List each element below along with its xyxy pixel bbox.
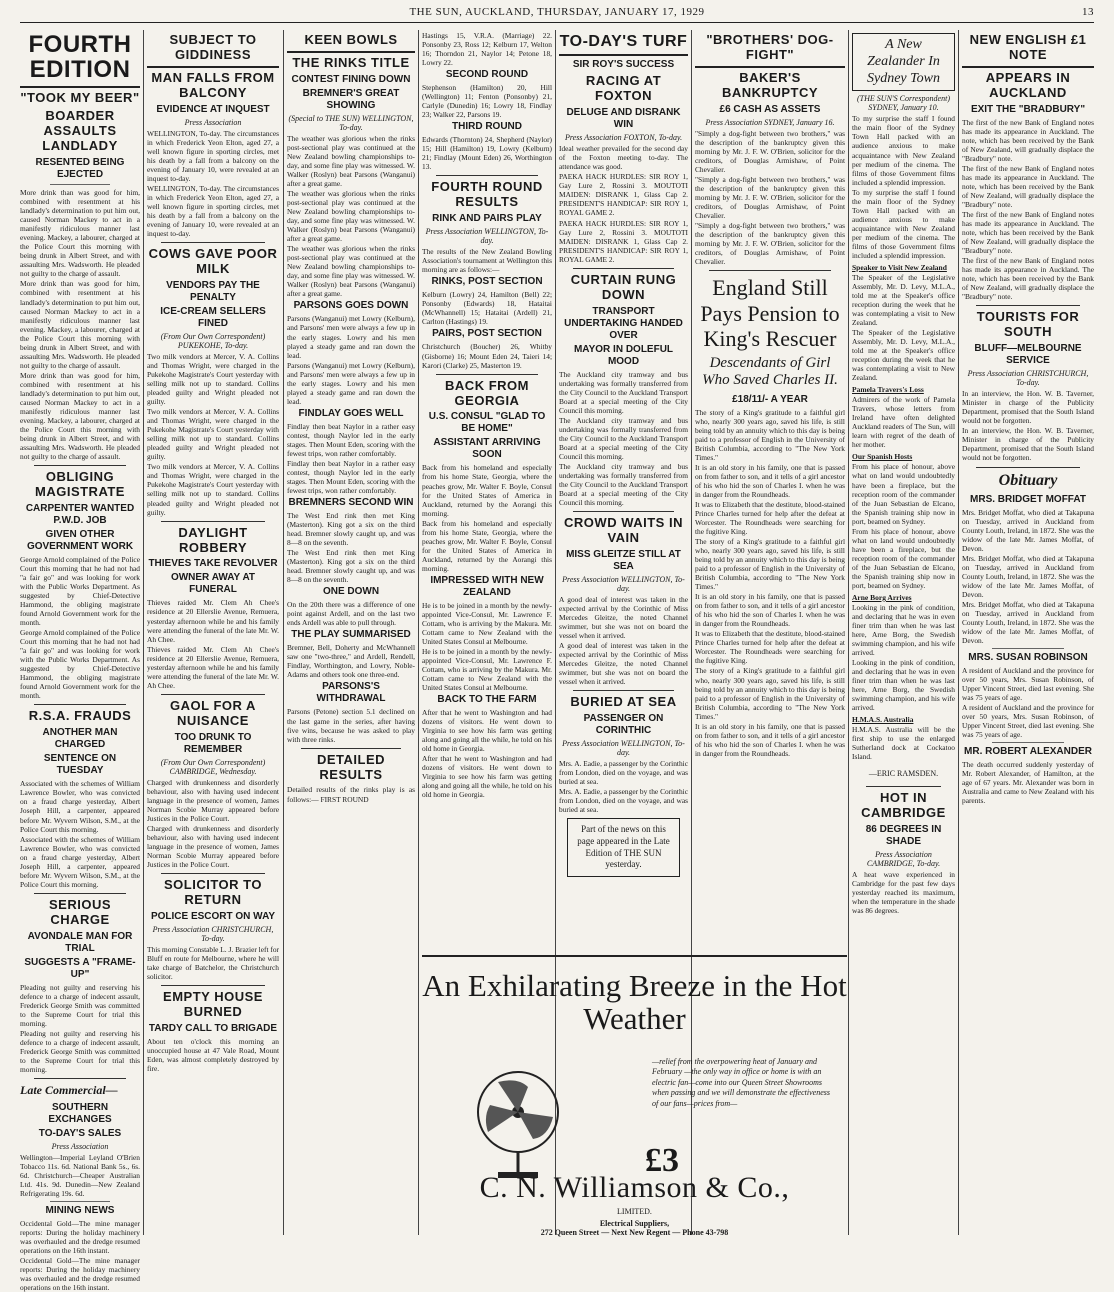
race-results: PAEKA HACK HURDLES: SIR ROY 1, Gay Lure 2, Rossini 3. MOUTOTI MAIDEN: DISRANK 1, Glass Cap 2. PRESIDENT'S HANDICAP: SIR ROY 1, ROYAL GAME 2.: [559, 172, 688, 218]
column-rule: [848, 30, 849, 1235]
divider: [161, 242, 265, 243]
article-body: Occidental Gold—The mine manager reports: During the holiday machinery was overhauled and the dredge resumed operations on the 16th instant.: [20, 1219, 140, 1256]
article-body: Findlay then beat Naylor in a rather easy contest, though Naylor led in the early stages. Then Mount Eden, scoring with the fewest trips, won rather comfortably.: [287, 421, 415, 458]
article-body: The first of the new Bank of England notes has made its appearance in Auckland. The note, which has been received by the Bank of New Zealand, will gradually displace the "Bradbury" note.: [962, 210, 1094, 256]
column-rule: [143, 30, 144, 1235]
article-body: A resident of Auckland and the province for over 50 years, Mrs. Susan Robinson, of Upper Vincent Street, died last evening. She was 75 years of age.: [962, 665, 1094, 703]
ad-headline: An Exhilarating Breeze in the Hot Weather: [422, 968, 847, 1037]
divider: [709, 270, 831, 271]
dateline: (THE SUN'S Correspondent) SYDNEY, January 10.: [857, 94, 950, 113]
article-body: "Simply a dog-fight between two brothers," was the description of the bankruptcy given this morning by Mr. J. F. W. O'Brien, solicitor for the creditors, of Douglas Armishaw, of Point Chevalier.: [695, 221, 845, 267]
subheadline: U.S. CONSUL "GLAD TO BE HOME": [428, 411, 546, 435]
article-body: Ideal weather prevailed for the second day of the Foxton meeting to-day. The attendance was good.: [559, 144, 688, 172]
article-body: "Simply a dog-fight between two brothers," was the description of the bankruptcy given this morning by Mr. J. F. W. O'Brien, solicitor for the creditors, of Douglas Armishaw, of Point Chevalier.: [695, 128, 845, 174]
article-body: Parsons (Petone) section 5.1 declined on the last game in the series, after having five wins, because he was asked to play with three rinks.: [287, 707, 415, 744]
article-body: He is to be joined in a month by the newly-appointed Vice-Consul, Mr. Lawrence F. Cottam, who is arriving by the Makura. Mr. Cottam came to New Zealand with the United States Consul at Melbourne.: [422, 646, 552, 693]
dateline: Press Association FOXTON, To-day.: [564, 133, 683, 143]
article-body: The results of the New Zealand Bowling Association's tournament at Wellington this morning are as follows:—: [422, 247, 552, 275]
article-body: It is an old story in his family, one that is passed on from father to son, and it tells of a girl ancestor of his who hid the son of Charles I. when he was in danger from the Roundheads.: [695, 462, 845, 499]
column-6: [695, 30, 845, 950]
subheadline: SIR ROY'S SUCCESS: [572, 59, 675, 71]
divider: [34, 704, 126, 705]
headline: BAKER'S BANKRUPTCY: [722, 69, 818, 100]
headline: THE RINKS TITLE: [292, 54, 410, 70]
headline: GAOL FOR A NUISANCE: [170, 697, 256, 728]
ad-address-line-2: 272 Queen Street — Next New Regent — Phone 43-798: [540, 1228, 729, 1237]
article-body: Two milk vendors at Mercer, V. A. Collins and Thomas Wright, were charged in the Pukekohe Magistrate's Court yesterday with selling milk not up to standard. Collins pleaded guilty and Wright pleaded not guilty.: [147, 352, 279, 407]
dateline: Press Association WELLINGTON, To-day.: [562, 574, 685, 593]
byline: —ERIC RAMSDEN.: [868, 769, 939, 779]
article-body: The Speaker of the Legislative Assembly, Mr. D. Levy, M.L.A., told me at the Speaker's office reception during the week that he was contemplating a visit to New Zealand.: [852, 272, 955, 328]
subheadline: MR. ROBERT ALEXANDER: [964, 746, 1092, 758]
edition-banner: FOURTH EDITION: [28, 31, 132, 84]
article-body: Admirers of the work of Pamela Travers, whose letters from Ireland have often delighted Auckland readers of The Sun, will learn with regret of the death of her mother.: [852, 395, 955, 450]
headline: HOT IN CAMBRIDGE: [861, 790, 946, 821]
divider: [992, 648, 1064, 649]
article-body: More drink than was good for him, combined with resentment at his landlady's determination to put him out, caused Norman Mackey to act in a manifestly ridiculous manner last evening. Mackey, a labourer, charged at the Police Court this morning with being drunk in Albert Street, and with assaulting Mrs. Wadsworth. He pleaded not guilty to the charge of assault.: [20, 188, 140, 279]
subheadline: AVONDALE MAN FOR TRIAL: [27, 930, 133, 954]
subheadline: £18/11/- A YEAR: [732, 393, 808, 405]
feature-subheadline: Descendants of Girl Who Saved Charles II.: [702, 355, 838, 389]
subheadline: TRANSPORT UNDERTAKING HANDED OVER: [564, 305, 683, 341]
subheadline: TARDY CALL TO BRIGADE: [148, 1022, 278, 1034]
headline: SOLICITOR TO RETURN: [164, 876, 262, 907]
divider: [559, 54, 688, 56]
subheadline: RESENTED BEING EJECTED: [35, 157, 125, 181]
column-7: [852, 30, 955, 1235]
article-body: The death occurred suddenly yesterday of Mr. Robert Alexander, of Hamilton, at the age of 67 years. Mr. Alexander was born in Australia and came to New Zealand with his parents.: [962, 760, 1094, 806]
ad-price: £3: [645, 1142, 679, 1179]
article-body: The story of a King's gratitude to a faithful girl who, nearly 300 years ago, saved his life, is still being told by an annuity which to this day is being paid to a professor of English in the University of British Columbia, according to "The New York Times.": [695, 407, 845, 462]
article-body: Looking in the pink of condition, and declaring that he was in even finer trim than when he was last here, Arne Borg, the Swedish swimming champion, and his wife arrived.: [852, 658, 955, 713]
divider: [34, 465, 126, 466]
headline-kicker: SUBJECT TO GIDDINESS: [169, 32, 257, 62]
article-body: Wellington—Imperial Leyland O'Brien Tobacco 11s. 6d. National Bank 5s., 6s. 6d. Christchurch—Cheaper Australian Ltd. 41s. 9d. Dunedin—New Zealand Refrigerating 19s. 6d.: [20, 1152, 140, 1199]
divider: [573, 511, 674, 512]
headline: BOARDER ASSAULTS LANDLADY: [42, 108, 118, 154]
dateline: Press Association WELLINGTON, To-day.: [562, 739, 685, 758]
article-body: WELLINGTON, To-day. The circumstances in which Frederick Yeon Elton, aged 27, a well known figure in sporting circles, met his death by a fall from a balcony on the evening of January 10, were revealed at an inquest to-day.: [147, 128, 279, 183]
article-body: More drink than was good for him, combined with resentment at his landlady's determination to put him out, caused Norman Mackey to act in a manifestly ridiculous manner last evening. Mackey, a labourer, charged at the Police Court this morning with being drunk in Albert Street, and with assaulting Mrs. Wadsworth. He pleaded not guilty to the charge of assault.: [20, 370, 140, 462]
subheadline: PARSONS'S WITHDRAWAL: [316, 681, 386, 705]
divider: [976, 467, 1080, 468]
divider: [436, 374, 538, 375]
subheadline: EVIDENCE AT INQUEST: [156, 103, 270, 115]
article-body: Two milk vendors at Mercer, V. A. Collins and Thomas Wright, were charged in the Pukekohe Magistrate's Court yesterday with selling milk not up to standard. Collins pleaded guilty and Wright pleaded not guilty.: [147, 407, 279, 462]
divider: [992, 742, 1064, 743]
article-body: A resident of Auckland and the province for over 50 years, Mrs. Susan Robinson, of Upper Vincent Street, died last evening. She was 75 years of age.: [962, 703, 1094, 740]
subheadline: SUGGESTS A "FRAME-UP": [24, 956, 136, 980]
dateline: Press Association CHRISTCHURCH, To-day.: [152, 924, 274, 943]
divider: [866, 786, 941, 787]
article-body: The weather was glorious when the rinks post-sectional play was continued at the New Zealand bowling championships to-day, and some fine play was witnessed. W. Walker (Roslyn) beat Parsons (Wanganui) after a great game.: [287, 244, 415, 299]
headline-kicker: "TOOK MY BEER": [20, 90, 140, 106]
subheadline: BREMNER'S GREAT SHOWING: [302, 87, 400, 111]
subheadline: THE PLAY SUMMARISED: [291, 629, 411, 641]
subheadline: POLICE ESCORT ON WAY: [150, 910, 276, 922]
headline: FOURTH ROUND RESULTS: [431, 179, 543, 210]
dateline: (From Our Own Correspondent) CAMBRIDGE, Wednesday.: [160, 757, 266, 776]
subheadline: BACK TO THE FARM: [437, 694, 537, 706]
article-body: A good deal of interest was taken in the expected arrival by the Corinthic of Miss Mercedes Gleitze, the noted Channel swimmer, but she was not on board the vessel when it arrived.: [559, 641, 688, 687]
article-body: Findlay then beat Naylor in a rather easy contest, though Naylor led in the early stages. Then Mount Eden, scoring with the fewest trips, won rather comfortably.: [287, 458, 415, 495]
subheadline: EXIT THE "BRADBURY": [970, 103, 1086, 115]
divider: [161, 521, 265, 522]
headline: R.S.A. FRAUDS: [28, 708, 132, 724]
dateline: Press Association: [51, 1141, 109, 1151]
subheadline: BREMNERS SECOND WIN: [288, 497, 414, 508]
article-body: The Auckland city tramway and bus undertaking was formally transferred from the City Council to the Auckland Transport Board at a special meeting of the City Council this morning.: [559, 369, 688, 415]
article-body: From his place of honour, above what on land would undoubtedly have been a fireplace, but the reception room of the commander of the Juan Sebastian de Elcano, the Spanish training ship now in port, beamed on Sydney.: [852, 526, 955, 590]
article-body: The weather was glorious when the rinks post-sectional play was continued at the New Zealand bowling championships to-day, and some fine play was witnessed. W. Walker (Roslyn) beat Parsons (Wanganui) after a great game.: [287, 133, 415, 189]
section-label: Speaker to Visit New Zealand: [852, 262, 947, 272]
article-body: Bremner, Bell, Doherty and McWhannell saw one "two-three," and Ardell, Rendell, Findlay, Worthington, and Lowry, Noble-Adams and others took one three-end.: [287, 643, 415, 680]
column-rule: [283, 30, 284, 1235]
subheadline: OWNER AWAY AT FUNERAL: [170, 572, 256, 596]
subheadline: BLUFF—MELBOURNE SERVICE: [974, 343, 1082, 367]
article-body: In an interview, the Hon. W. B. Taverner, Minister in charge of the Publicity Department, promised that the South Island would not be forgotten.: [962, 389, 1094, 426]
section-heading: Late Commercial—: [20, 1082, 118, 1097]
subheadline: 86 DEGREES IN SHADE: [865, 824, 942, 848]
article-body: The story of a King's gratitude to a faithful girl who, nearly 300 years ago, saved his life, is still being told by an annuity which to this day is being paid to a professor of English in the University of British Columbia, according to "The New York Times.": [695, 666, 845, 721]
divider: [147, 66, 279, 68]
electric-fan-icon: [428, 1057, 638, 1187]
article-body: The Auckland city tramway and bus undertaking was formally transferred from the City Council to the Auckland Transport Board at a special meeting of the City Council this morning.: [559, 415, 688, 461]
divider: [287, 51, 415, 53]
section-label: Arne Borg Arrives: [852, 592, 912, 602]
headline: SERIOUS CHARGE: [48, 896, 111, 927]
article-body: It was to Elizabeth that the destitute, blood-stained Prince Charles turned for help after the defeat at Worcester. The Roundheads were searching for the fugitive King.: [695, 629, 845, 666]
divider: [573, 268, 674, 269]
subheadline: MRS. BRIDGET MOFFAT: [970, 493, 1086, 505]
ad-address-line-1: Electrical Suppliers,: [599, 1219, 670, 1228]
column-rule: [958, 30, 959, 1235]
subheadline: MISS GLEITZE STILL AT SEA: [566, 548, 681, 572]
article-body: Edwards (Thornton) 24, Shepherd (Naylor) 15; Hill (Hamilton) 19, Lowry (Kelburn) 21; Findlay (Mount Eden) 26, Worthington 13.: [422, 135, 552, 172]
feature-headline: England Still Pays Pension to King's Rescuer: [700, 275, 840, 351]
subheadline: ONE DOWN: [322, 586, 380, 598]
subheadline: DELUGE AND DISRANK WIN: [566, 107, 681, 131]
article-body: Mrs. A. Eadie, a passenger by the Corinthic from London, died on the voyage, and was buried at sea.: [559, 787, 688, 815]
column-2: [147, 30, 279, 1235]
subheadline: TO-DAY'S SALES: [38, 1127, 122, 1139]
article-body: The weather was glorious when the rinks post-sectional play was continued at the New Zealand bowling championships to-day, and some fine play was witnessed. W. Walker (Roslyn) beat Parsons (Wanganui) after a great game.: [287, 189, 415, 244]
divider: [695, 66, 845, 68]
subheadline: £6 CASH AS ASSETS: [719, 103, 821, 115]
divider: [962, 66, 1094, 68]
section-label: Our Spanish Hosts: [852, 452, 913, 462]
divider: [161, 873, 265, 874]
headline: BURIED AT SEA: [570, 694, 677, 710]
article-body: Mrs. A. Eadie, a passenger by the Corinthic from London, died on the voyage, and was buried at sea.: [559, 759, 688, 787]
article-body: Christchurch (Boucher) 26, Whitby (Gisborne) 16; Mount Eden 24, Taieri 14; Karori (Clarke) 25, Masterton 19.: [422, 342, 552, 370]
divider: [50, 184, 110, 185]
subheadline: PASSENGER ON CORINTHIC: [583, 713, 664, 737]
divider: [161, 985, 265, 986]
subheadline: MINING NEWS: [45, 1205, 115, 1217]
article-body: "Simply a dog-fight between two brothers," was the description of the bankruptcy given this morning by Mr. J. F. W. O'Brien, solicitor for the creditors, of Douglas Armishaw, of Point Chevalier.: [695, 174, 845, 221]
divider: [573, 690, 674, 691]
subheadline: MRS. SUSAN ROBINSON: [968, 651, 1088, 663]
article-body: From his place of honour, above what on land would undoubtedly have been a fireplace, but the reception room of the commander of the Juan Sebastian de Elcano, the Spanish training ship now in port, beamed on Sydney.: [852, 462, 955, 526]
section-label: H.M.A.S. Australia: [852, 715, 914, 725]
article-body: The first of the new Bank of England notes has made its appearance in Auckland. The note, which has been received by the Bank of New Zealand, will gradually displace the "Bradbury" note.: [962, 117, 1094, 163]
column-rule: [418, 30, 419, 1235]
divider: [34, 1078, 126, 1079]
fan-advertisement: [422, 955, 847, 1242]
subheadline: PAIRS, POST SECTION: [432, 328, 542, 340]
subheadline: SECOND ROUND: [445, 69, 529, 81]
article-body: Associated with the schemes of William Lawrence Bowler, who was convicted on a fraud charge yesterday, Albert Joseph Hill, a carpenter, appeared before Mr. Wyvern Wilson, S.M., at the Police Court this morning.: [20, 779, 140, 834]
article-body: WELLINGTON, To-day. The circumstances in which Frederick Yeon Elton, aged 27, a well known figure in sporting circles, met his death by a fall from a balcony on the evening of January 10, were revealed at an inquest to-day.: [147, 183, 279, 239]
dateline: Press Association SYDNEY, January 16.: [705, 117, 835, 127]
article-body: Detailed results of the rinks play is as follows:— FIRST ROUND: [287, 785, 415, 804]
column-3: [287, 30, 415, 1235]
article-body: George Arnold complained of the Police Court this morning that he had not had "a fair go" and was looking for work with the Public Works Department. As suggested by Chief-Detective Hammond, the obliging magistrate found Arnold Government work for the month.: [20, 554, 140, 628]
article-body: It is an old story in his family, one that is passed on from father to son, and it tells of a girl ancestor of his who hid the son of Charles I. when he was in danger from the Roundheads.: [695, 721, 845, 758]
article-body: To my surprise the staff I found the main floor of the Sydney Town Hall packed with an audience anxious to make acquaintance with New Zealand per medium of the cinema. The films of those Government films included a splendid impression.: [852, 114, 955, 187]
dateline: (From Our Own Correspondent) PUKEKOHE, To-day.: [160, 332, 266, 350]
feature-headline: A New Zealander In Sydney Town: [852, 33, 955, 91]
fan-illustration: [428, 1057, 638, 1187]
article-body: After that he went to Washington and had dozens of visitors. He went down to Virginia to see how his farm was getting along and going all the while, he told on his old home in Georgia.: [422, 754, 552, 800]
subheadline: VENDORS PAY THE PENALTY: [166, 280, 260, 303]
subheadline: THIRD ROUND: [452, 121, 522, 133]
article-body: Pleading not guilty and reserving his defence to a charge of indecent assault, Frederick George Smith was committed to the Supreme Court for trial this morning.: [20, 1028, 140, 1074]
article-body: Parsons (Wanganui) met Lowry (Kelburn), and Parsons' men were always a few up in the early stages. Lowry and his men played a steady game and ran down the lead.: [287, 314, 415, 360]
column-8: [962, 30, 1094, 1235]
article-body: Mrs. Bridget Moffat, who died at Takapuna on Tuesday, arrived in Auckland from County Louth, Ireland, in 1872. She was the widow of the late Mr. James Moffat, of Devon.: [962, 553, 1094, 599]
dateline: Press Association: [184, 117, 242, 127]
article-body: A good deal of interest was taken in the expected arrival by the Corinthic of Miss Mercedes Gleitze, the noted Channel swimmer, but she was not on board the vessel when it arrived.: [559, 594, 688, 641]
divider: [161, 694, 265, 695]
article-body: Parsons (Wanganui) met Lowry (Kelburn), and Parsons' men were always a few up in the early stages. Lowry and his men played a steady game and ran down the lead.: [287, 360, 415, 406]
masthead-rule: [20, 22, 1094, 23]
article-body: To my surprise the staff I found the main floor of the Sydney Town Hall packed with an audience anxious to make acquaintance with New Zealand per medium of the cinema. The films of those Government films included a splendid impression.: [852, 187, 955, 260]
subheadline: ASSISTANT ARRIVING SOON: [433, 437, 541, 461]
article-body: Back from his homeland and especially from his home State, Georgia, where the peaches grow, Mr. Walter F. Boyle, Consul for the United States of America in Auckland, returned by the Aorangi this morning.: [422, 518, 552, 573]
headline: CURTAIN RUNG DOWN: [570, 271, 677, 302]
subheadline: MAYOR IN DOLEFUL MOOD: [573, 343, 674, 367]
headline: DETAILED RESULTS: [316, 751, 386, 782]
article-body: The West End rink then met King (Masterton). King got a six on the third head. Bremner slowly caught up, and was 8—8 on the seventh.: [287, 548, 415, 585]
headline: BACK FROM GEORGIA: [445, 377, 529, 408]
article-body: The Auckland city tramway and bus undertaking was formally transferred from the City Council to the Auckland Transport Board at a special meeting of the City Council this morning.: [559, 461, 688, 507]
column-1: [20, 30, 140, 1292]
subheadline: TOO DRUNK TO REMEMBER: [174, 731, 252, 755]
subheadline: ICE-CREAM SELLERS FINED: [160, 306, 266, 329]
dateline: Press Association WELLINGTON, To-day.: [425, 227, 549, 246]
headline: APPEARS IN AUCKLAND: [985, 69, 1071, 100]
article-body: In an interview, the Hon. W. B. Taverner, Minister in charge of the Publicity Department, promised that the South Island would not be forgotten.: [962, 426, 1094, 463]
dateline: Press Association CHRISTCHURCH, To-day.: [967, 369, 1089, 388]
divider: [20, 86, 140, 88]
headline: EMPTY HOUSE BURNED: [163, 988, 263, 1019]
article-body: Back from his homeland and especially from his home State, Georgia, where the peaches grow, Mr. Walter F. Boyle, Consul for the United States of America in Auckland, returned by the Aorangi this morning.: [422, 463, 552, 518]
article-body: On the 20th there was a difference of one point against Ardell, and on the last two ends Ardell was able to pull through.: [287, 600, 415, 628]
subheadline: ANOTHER MAN CHARGED: [42, 727, 118, 751]
article-body: Thieves raided Mr. Clem Ah Chee's residence at 20 Ellerslie Avenue, Remuera, yesterday afternoon while he and his family were attending the funeral of the late Mr. W. Ah Chee.: [147, 598, 279, 644]
subheadline: SOUTHERN EXCHANGES: [48, 1101, 112, 1125]
article-body: This morning Constable L. J. Brazier left for Bluff en route for Melbourne, where he will take charge of Batchelor, the Christchurch solicitor.: [147, 944, 279, 981]
subheadline: CARPENTER WANTED P.W.D. JOB: [25, 502, 135, 526]
divider: [436, 175, 538, 176]
article-body: About ten o'clock this morning an unoccupied house at 47 Vale Road, Mount Eden, was almost completely destroyed by fire.: [147, 1036, 279, 1073]
race-results: PAEKA HACK HURDLES: SIR ROY 1, Gay Lure 2, Rossini 3. MOUTOTI MAIDEN: DISRANK 1, Glass Cap 2. PRESIDENT'S HANDICAP: SIR ROY 1, ROYAL GAME 2.: [559, 218, 688, 264]
divider: [301, 748, 401, 749]
subheadline: CONTEST FINING DOWN: [291, 73, 411, 85]
headline: TOURISTS FOR SOUTH: [976, 309, 1080, 340]
headline-kicker: NEW ENGLISH £1 NOTE: [969, 32, 1087, 62]
column-4: [422, 30, 552, 950]
headline: DAYLIGHT ROBBERY: [178, 524, 248, 555]
ad-firm-name: C. N. Williamson & Co.,: [479, 1171, 790, 1204]
dateline: (Special to THE SUN) WELLINGTON, To-day.: [288, 113, 414, 132]
article-body: It is an old story in his family, one that is passed on from father to son, and it tells of a girl ancestor of his who hid the son of Charles I. when he was in danger from the Roundheads.: [695, 592, 845, 629]
late-edition-note: Part of the news on this page appeared in the Late Edition of THE SUN yesterday.: [567, 818, 680, 877]
ad-address: [422, 1219, 847, 1237]
article-body: Associated with the schemes of William Lawrence Bowler, who was convicted on a fraud charge yesterday, Albert Joseph Hill, a carpenter, appeared before Mr. Wyvern Wilson, S.M., at the Police Court this morning.: [20, 834, 140, 889]
masthead: [20, 6, 1094, 20]
subheadline: SENTENCE ON TUESDAY: [43, 753, 117, 777]
divider: [50, 1201, 110, 1202]
article-body: H.M.A.S. Australia will be the first ship to use the enlarged Sutherland dock at Cockatoo Island.: [852, 725, 955, 762]
article-body: Pleading not guilty and reserving his defence to a charge of indecent assault, Frederick George Smith was committed to the Supreme Court for trial this morning.: [20, 982, 140, 1028]
article-body: Thieves raided Mr. Clem Ah Chee's residence at 20 Ellerslie Avenue, Remuera, yesterday afternoon while he and his family were attending the funeral of the late Mr. W. Ah Chee.: [147, 644, 279, 690]
divider: [976, 305, 1080, 306]
article-body: A heat wave experienced in Cambridge for the past few days yesterday reached its maximum, when the temperature in the shade was 86 degrees.: [852, 870, 955, 916]
article-body: It was to Elizabeth that the destitute, blood-stained Prince Charles turned for help after the defeat at Worcester. The Roundheads were searching for the fugitive King.: [695, 499, 845, 537]
headline: RACING AT FOXTON: [585, 73, 662, 104]
article-body: The first of the new Bank of England notes has made its appearance in Auckland. The note, which has been received by the Bank of New Zealand, will gradually displace the "Bradbury" note.: [962, 256, 1094, 302]
headline: MAN FALLS FROM BALCONY: [151, 69, 275, 100]
subheadline: THIEVES TAKE REVOLVER: [148, 558, 278, 570]
obituary-heading: Obituary: [998, 471, 1058, 489]
article-body: The story of a King's gratitude to a faithful girl who, nearly 300 years ago, saved his life, is still being told by an annuity which to this day is being paid to a professor of English in the University of British Columbia, according to "The New York Times.": [695, 537, 845, 592]
article-body: Hastings 15, V.R.A. (Marriage) 22. Ponsonby 23, Ross 12; Kelburn 17, Welton 16; Thorndon 21, Naylor 14; Petone 18, Lowry 22.: [422, 31, 552, 68]
article-body: The Speaker of the Legislative Assembly, Mr. D. Levy, M.L.A., told me at the Speaker's office reception during the week that he was contemplating a visit to New Zealand.: [852, 328, 955, 383]
article-body: Two milk vendors at Mercer, V. A. Collins and Thomas Wright, were charged in the Pukekohe Magistrate's Court yesterday with selling milk not up to standard. Collins pleaded guilty and Wright pleaded not guilty.: [147, 462, 279, 517]
article-body: George Arnold complained of the Police Court this morning that he had not had "a fair go" and was looking for work with the Public Works Department. As suggested by Chief-Detective Hammond, the obliging magistrate found Arnold Government work for the month.: [20, 628, 140, 701]
article-body: Occidental Gold—The mine manager reports: During the holiday machinery was overhauled and the dredge resumed operations on the 16th instant.: [20, 1256, 140, 1292]
article-body: More drink than was good for him, combined with resentment at his landlady's determination to put him out, caused Norman Mackey to act in a manifestly ridiculous manner last evening. Mackey, a labourer, charged at the Police Court this morning with being drunk in Albert Street, and with assaulting Mrs. Wadsworth. He pleaded not guilty to the charge of assault.: [20, 279, 140, 370]
headline: CROWD WAITS IN VAIN: [564, 515, 683, 545]
subheadline: IMPRESSED WITH NEW ZEALAND: [430, 574, 544, 598]
subheadline: RINK AND PAIRS PLAY: [432, 213, 542, 225]
headline: OBLIGING MAGISTRATE: [35, 469, 125, 499]
ad-firm-limited: LIMITED.: [617, 1207, 652, 1216]
section-label: Pamela Travers's Loss: [852, 385, 924, 395]
headline: COWS GAVE POOR MILK: [148, 246, 278, 277]
article-body: After that he went to Washington and had dozens of visitors. He went down to Virginia to see how his farm was getting along and going all the while, he told on his old home in Georgia.: [422, 708, 552, 754]
subheadline: RINKS, POST SECTION: [431, 276, 543, 288]
headline: TO-DAY'S TURF: [559, 33, 688, 50]
subheadline: GIVEN OTHER GOVERNMENT WORK: [26, 528, 134, 552]
column-5: [559, 30, 688, 950]
dateline: Press Association CAMBRIDGE, To-day.: [866, 850, 941, 869]
headline-kicker: KEEN BOWLS: [304, 32, 398, 47]
article-body: Stephenson (Hamilton) 20, Hill (Wellington) 11; Fenton (Ponsonby) 21, Carlyle (Dunedin) 16; Lowry 18, Findlay 23; Walker 22, Parsons 19.: [422, 83, 552, 120]
subheadline: PARSONS GOES DOWN: [293, 300, 409, 312]
page-number: 13: [1082, 6, 1094, 18]
article-body: Charged with drunkenness and disorderly behaviour, also with having used indecent language in the presence of women, James Norman Scobie Murray appeared before Justices in the Police Court.: [147, 777, 279, 823]
article-body: Charged with drunkenness and disorderly behaviour, also with having used indecent language in the presence of women, James Norman Scobie Murray appeared before Justices in the Police Court.: [147, 823, 279, 869]
article-body: Mrs. Bridget Moffat, who died at Takapuna on Tuesday, arrived in Auckland from County Louth, Ireland, in 1872. She was the widow of the late Mr. James Moffat, of Devon.: [962, 507, 1094, 553]
article-body: Mrs. Bridget Moffat, who died at Takapuna on Tuesday, arrived in Auckland from County Louth, Ireland, in 1872. She was the widow of the late Mr. James Moffat, of Devon.: [962, 599, 1094, 645]
headline-kicker: "BROTHERS' DOG-FIGHT": [706, 32, 834, 62]
ad-copy: —relief from the overpowering heat of January and February —the only way in office or home is with an electric fan—come into our Queen Street Showrooms when passing and we will demonstrate the effectiveness of our fans—prices from—: [652, 1057, 830, 1108]
article-body: He is to be joined in a month by the newly-appointed Vice-Consul, Mr. Lawrence F. Cottam, who is arriving by the Makura. Mr. Cottam came to New Zealand with the United States Consul at Melbourne.: [422, 600, 552, 646]
article-body: The West End rink then met King (Masterton). King got a six on the third head. Bremner slowly caught up, and was 8—8 on the seventh.: [287, 511, 415, 548]
subheadline: FINDLAY GOES WELL: [298, 407, 404, 419]
article-body: Kelburn (Lowry) 24, Hamilton (Bell) 22; Ponsonby (Edwards) 18, Hataitai (McWhannell) 15; Hataitai (Ardell) 21, Carlton (Hastings) 19.: [422, 290, 552, 327]
divider: [34, 893, 126, 894]
article-body: Looking in the pink of condition, and declaring that he was in even finer trim than when he was last here, Arne Borg, the Swedish swimming champion, and his wife arrived.: [852, 602, 955, 658]
article-body: The first of the new Bank of England notes has made its appearance in Auckland. The note, which has been received by the Bank of New Zealand, will gradually displace the "Bradbury" note.: [962, 163, 1094, 210]
masthead-title: THE SUN, AUCKLAND, THURSDAY, JANUARY 17, 1929: [409, 6, 705, 18]
